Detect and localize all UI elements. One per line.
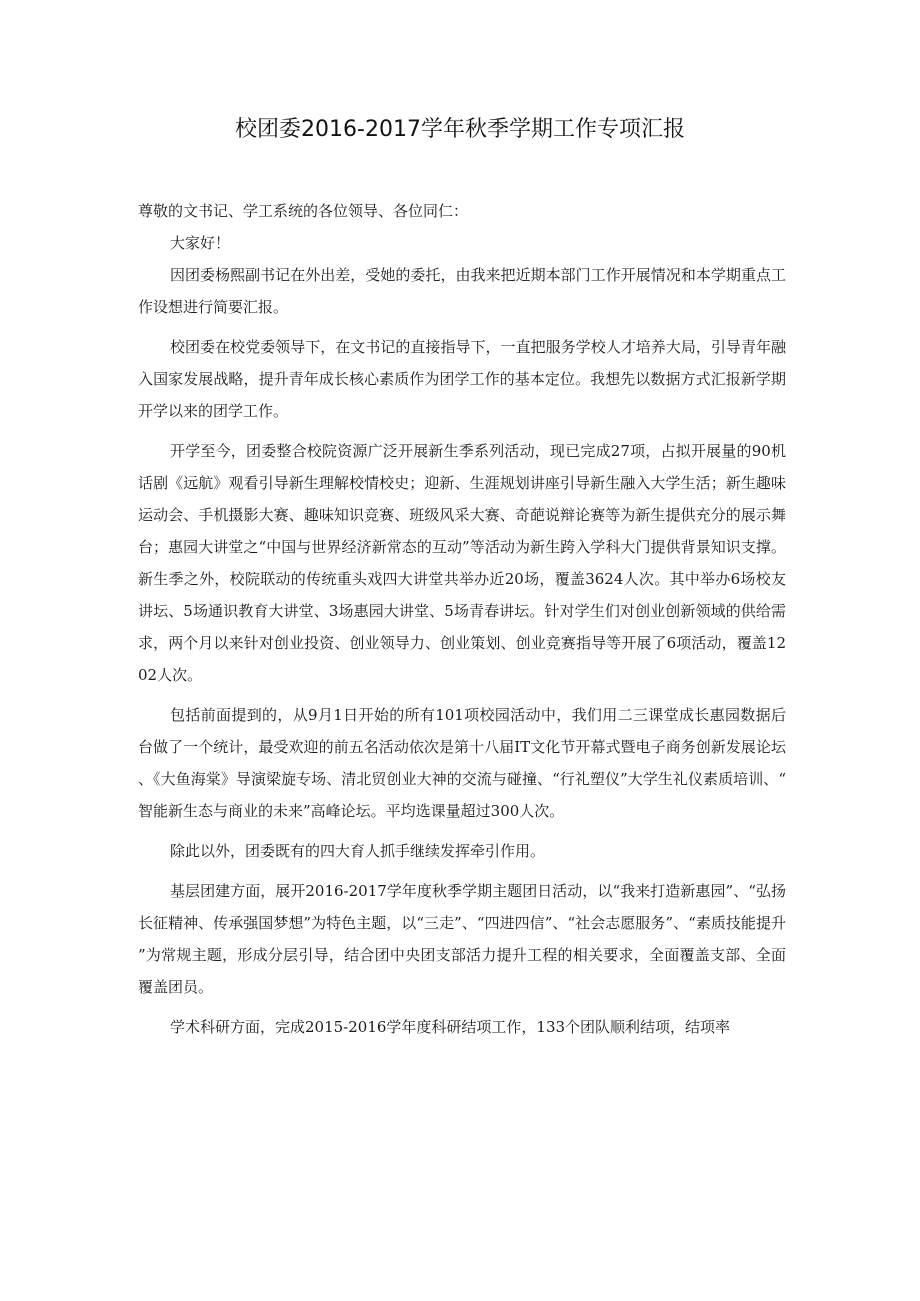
document-body [138,195,786,1043]
paragraph-activity-statistics: 包括前面提到的，从9月1日开始的所有101项校园活动中，我们用二三课堂成长惠园数据后台做了一个统计，最受欢迎的前五名活动依次是第十八届IT文化节开幕式暨电子商务创新发展论坛、《大鱼海棠》导演梁旋专场、清北贸创业大神的交流与碰撞、“行礼塑仪”大学生礼仪素质培训、“智能新生态与商业的未来”高峰论坛。平均选课量超过300人次。 [138,706,786,820]
paragraph-positioning: 校团委在校党委领导下，在文书记的直接指导下，一直把服务学校人才培养大局，引导青年融入国家发展战略，提升青年成长核心素质作为团学工作的基本定位。我想先以数据方式汇报新学期开学以来的团学工作。 [138,338,786,420]
salutation: 尊敬的文书记、学工系统的各位领导、各位同仁： [138,202,469,220]
paragraph-intro: 因团委杨熙副书记在外出差，受她的委托，由我来把近期本部门工作开展情况和本学期重点工作设想进行简要汇报。 [138,266,786,316]
paragraph-freshman-season: 开学至今，团委整合校院资源广泛开展新生季系列活动，现已完成27项，占拟开展量的90机话剧《远航》观看引导新生理解校情校史；迎新、生涯规划讲座引导新生融入大学生活；新生趣味运动会、手机摄影大赛、趣味知识竞赛、班级风采大赛、奇葩说辩论赛等为新生提供充分的展示舞台；惠园大讲堂之“中国与世界经济新常态的互动”等活动为新生跨入学科大门提供背景知识支撑。新生季之外，校院联动的传统重头戏四大讲堂共举办近20场，覆盖3624人次。其中举办6场校友讲坛、5场通识教育大讲堂、3场惠园大讲堂、5场青春讲坛。针对学生们对创业创新领域的供给需求，两个月以来针对创业投资、创业领导力、创业策划、创业竞赛指导等开展了6项活动，覆盖1202人次。 [138,442,786,684]
paragraph-research: 学术科研方面，完成2015-2016学年度科研结项工作，133个团队顺利结项，结项率 [170,1018,731,1036]
paragraph-grassroots: 基层团建方面，展开2016-2017学年度秋季学期主题团日活动，以“我来打造新惠园”、“弘扬长征精神、传承强国梦想”为特色主题，以“三走”、“四进四信”、“社会志愿服务”、“素质技能提升”为常规主题，形成分层引导，结合团中央团支部活力提升工程的相关要求，全面覆盖支部、全面覆盖团员。 [138,882,786,996]
paragraph-greeting: 大家好！ [170,234,231,252]
paragraph-four-pillars: 除此以外，团委既有的四大育人抓手继续发挥牵引作用。 [170,842,546,860]
document-title: 校团委2016-2017学年秋季学期工作专项汇报 [235,117,685,142]
